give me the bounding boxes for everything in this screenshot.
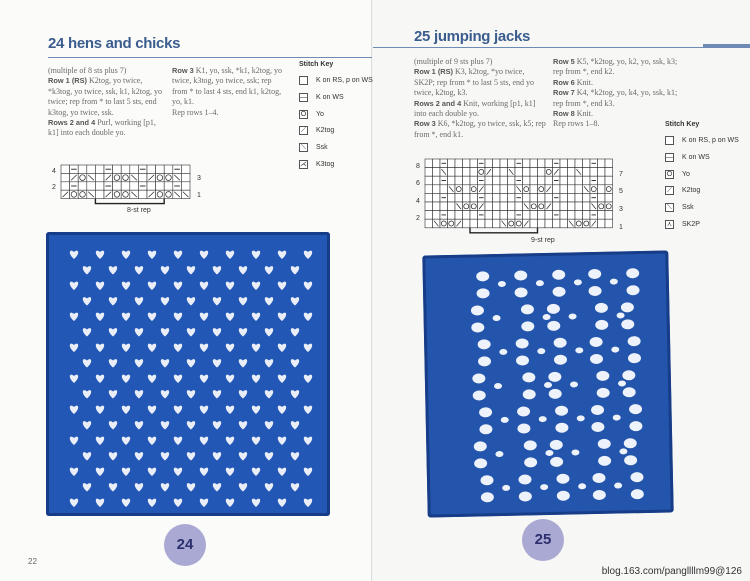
chart-cell bbox=[523, 176, 531, 185]
chart-cell bbox=[485, 211, 493, 220]
stitch-symbol-icon bbox=[665, 136, 674, 145]
chart-cell bbox=[181, 165, 190, 173]
instruction-text: (multiple of 9 sts plus 7) bbox=[414, 57, 493, 66]
stitch-key-label: Yo bbox=[316, 110, 324, 118]
chart-cell bbox=[598, 219, 606, 228]
title-rule bbox=[48, 57, 372, 58]
row-number: 4 bbox=[52, 168, 56, 175]
row-number: 1 bbox=[197, 192, 201, 199]
chart-cell bbox=[583, 193, 591, 202]
chart-cell bbox=[508, 202, 516, 211]
row-label: Row 3 bbox=[414, 119, 436, 129]
title-rule-accent bbox=[703, 44, 750, 47]
chart-cell bbox=[470, 176, 478, 185]
row-label: Rows 2 and 4 bbox=[414, 98, 462, 108]
chart-cell bbox=[598, 159, 606, 168]
instructions-col2 bbox=[553, 57, 681, 130]
chart-cell bbox=[425, 193, 433, 202]
chart-cell bbox=[448, 193, 456, 202]
title-rule bbox=[373, 47, 750, 48]
chart-cell bbox=[130, 182, 139, 190]
row-number: 1 bbox=[619, 224, 623, 231]
chart-cell bbox=[545, 159, 553, 168]
chart-cell bbox=[508, 211, 516, 220]
chart-cell bbox=[113, 165, 122, 173]
instruction-text: K1, yo, ssk, *k1, k2tog, yo twice, k3tog, yo twice, ssk; rep from * to last 4 sts, end k1, k2tog, yo, k1. bbox=[172, 66, 282, 107]
instruction-text: Knit. bbox=[574, 77, 593, 87]
chart-cell bbox=[575, 211, 583, 220]
instruction-paragraph bbox=[48, 76, 166, 118]
chart-cell bbox=[78, 182, 87, 190]
chart-cell bbox=[560, 202, 568, 211]
chart-cell bbox=[147, 165, 156, 173]
row-label: Row 1 (RS) bbox=[48, 76, 88, 86]
stitch-key-item bbox=[665, 135, 739, 146]
instruction-text: Rep rows 1–4. bbox=[172, 107, 219, 117]
chart-cell bbox=[433, 202, 441, 211]
chart-cell bbox=[553, 185, 561, 194]
chart-cell bbox=[568, 159, 576, 168]
row-label: Row 3 bbox=[172, 66, 194, 75]
chart-cell bbox=[568, 202, 576, 211]
chart-cell bbox=[560, 211, 568, 220]
instruction-paragraph bbox=[172, 108, 288, 118]
instruction-text: Knit. bbox=[574, 109, 593, 119]
stitch-key-item bbox=[665, 185, 739, 196]
chart-cell bbox=[95, 173, 104, 181]
chart-cell bbox=[598, 185, 606, 194]
watermark: blog.163.com/pangllllm99@126 bbox=[601, 566, 742, 577]
row-label: Row 7 bbox=[553, 88, 575, 98]
instruction-text: (multiple of 8 sts plus 7) bbox=[48, 66, 127, 75]
page-circle-badge: 25 bbox=[522, 519, 564, 561]
left-page bbox=[0, 0, 372, 581]
instructions-col1 bbox=[414, 57, 546, 140]
chart-cell bbox=[493, 211, 501, 220]
chart-cell bbox=[508, 159, 516, 168]
chart-cell bbox=[553, 219, 561, 228]
row-number: 5 bbox=[619, 188, 623, 195]
chart-cell bbox=[433, 168, 441, 177]
stitch-key-item bbox=[665, 202, 739, 213]
instruction-paragraph bbox=[48, 66, 166, 76]
chart-cell bbox=[61, 165, 70, 173]
instruction-text: Knit, working [p1, k1] into each double yo. bbox=[414, 98, 536, 119]
chart-cell bbox=[500, 159, 508, 168]
chart-cell bbox=[463, 193, 471, 202]
chart-cell bbox=[78, 165, 87, 173]
chart-cell bbox=[470, 211, 478, 220]
stitch-symbol-icon: ⟋ bbox=[665, 186, 674, 195]
instruction-text: K5, *k2tog, yo, k2, yo, ssk, k3; rep from *, end k2. bbox=[553, 57, 678, 77]
chart-cell bbox=[164, 165, 173, 173]
chart-cell bbox=[575, 185, 583, 194]
chart-cell bbox=[530, 185, 538, 194]
chart-cell bbox=[523, 159, 531, 168]
chart-cell bbox=[470, 159, 478, 168]
stitch-key bbox=[299, 61, 373, 176]
chart-cell bbox=[598, 176, 606, 185]
stitch-key-item bbox=[665, 219, 739, 230]
chart-cell bbox=[538, 176, 546, 185]
row-label: Row 1 (RS) bbox=[414, 67, 454, 77]
chart-cell bbox=[575, 159, 583, 168]
chart-cell bbox=[575, 202, 583, 211]
stitch-symbol-icon: — bbox=[300, 93, 307, 101]
chart-cell bbox=[575, 176, 583, 185]
chart-cell bbox=[463, 219, 471, 228]
chart-cell bbox=[545, 211, 553, 220]
instruction-paragraph bbox=[172, 66, 288, 108]
knit-swatch-image bbox=[422, 250, 673, 517]
stitch-symbol-icon bbox=[299, 76, 308, 85]
chart-cell bbox=[553, 202, 561, 211]
chart-cell bbox=[500, 202, 508, 211]
chart-grid bbox=[425, 159, 613, 228]
stitch-key-label: Ssk bbox=[682, 204, 694, 212]
stitch-key-heading: Stitch Key bbox=[665, 121, 700, 128]
chart-cell bbox=[485, 219, 493, 228]
chart-cell bbox=[463, 176, 471, 185]
chart-grid bbox=[61, 165, 190, 199]
row-number: 7 bbox=[619, 171, 623, 178]
row-number: 2 bbox=[416, 215, 420, 222]
chart-cell bbox=[95, 182, 104, 190]
stitch-symbol-icon: ⟍ bbox=[665, 203, 674, 212]
stitch-key-item bbox=[299, 109, 373, 120]
instruction-text: Rep rows 1–8. bbox=[553, 119, 600, 129]
chart-cell bbox=[605, 219, 613, 228]
instruction-paragraph bbox=[553, 119, 681, 129]
chart-cell bbox=[433, 211, 441, 220]
row-label: Row 6 bbox=[553, 77, 575, 87]
stitch-key-label: K3tog bbox=[316, 160, 335, 168]
chart-cell bbox=[568, 193, 576, 202]
instruction-paragraph bbox=[414, 99, 546, 120]
chart-cell bbox=[470, 168, 478, 177]
chart-cell bbox=[568, 176, 576, 185]
stitch-key-label: SK2P bbox=[682, 220, 700, 228]
row-label: Rows 2 and 4 bbox=[48, 118, 96, 128]
chart-cell bbox=[425, 159, 433, 168]
row-number: 4 bbox=[416, 198, 420, 205]
repeat-label: 8-st rep bbox=[127, 207, 151, 214]
instruction-paragraph bbox=[553, 109, 681, 119]
chart-cell bbox=[568, 211, 576, 220]
chart-cell bbox=[463, 211, 471, 220]
swatch-fabric bbox=[46, 232, 330, 516]
chart-cell bbox=[147, 182, 156, 190]
page-number: 22 bbox=[28, 557, 37, 566]
pattern-title-24: 24 hens and chicks bbox=[48, 35, 181, 52]
chart-cell bbox=[485, 202, 493, 211]
chart-cell bbox=[425, 211, 433, 220]
chart-cell bbox=[500, 168, 508, 177]
chart-cell bbox=[605, 176, 613, 185]
chart-cell bbox=[433, 185, 441, 194]
stitch-symbol-icon: — bbox=[666, 153, 673, 161]
chart-cell bbox=[583, 168, 591, 177]
chart-cell bbox=[538, 159, 546, 168]
chart-cell bbox=[455, 176, 463, 185]
chart-cell bbox=[598, 168, 606, 177]
row-number: 2 bbox=[52, 184, 56, 191]
chart-cell bbox=[61, 182, 70, 190]
repeat-label: 9-st rep bbox=[531, 237, 555, 244]
chart-cell bbox=[485, 176, 493, 185]
chart-cell bbox=[515, 168, 523, 177]
instruction-paragraph bbox=[48, 118, 166, 139]
chart-cell bbox=[605, 168, 613, 177]
chart-cell bbox=[560, 219, 568, 228]
instruction-text: Purl, working [p1, k1] into each double yo. bbox=[48, 118, 156, 138]
chart-cell bbox=[493, 176, 501, 185]
chart-cell bbox=[590, 168, 598, 177]
chart-cell bbox=[500, 211, 508, 220]
chart-cell bbox=[448, 159, 456, 168]
chart-cell bbox=[181, 182, 190, 190]
chart-cell bbox=[478, 219, 486, 228]
chart-cell bbox=[130, 165, 139, 173]
stitch-key-item bbox=[665, 169, 739, 180]
chart-cell bbox=[500, 176, 508, 185]
chart-cell bbox=[121, 165, 130, 173]
chart-cell bbox=[455, 168, 463, 177]
stitch-chart bbox=[424, 158, 614, 252]
instruction-paragraph bbox=[414, 57, 546, 67]
stitch-key-label: K on RS, p on WS bbox=[682, 137, 739, 144]
stitch-key-heading: Stitch Key bbox=[299, 61, 334, 68]
chart-cell bbox=[560, 159, 568, 168]
chart-cell bbox=[463, 168, 471, 177]
chart-cell bbox=[508, 193, 516, 202]
stitch-chart bbox=[60, 164, 192, 220]
chart-cell bbox=[433, 176, 441, 185]
chart-cell bbox=[523, 193, 531, 202]
chart-cell bbox=[425, 202, 433, 211]
chart-cell bbox=[583, 202, 591, 211]
chart-cell bbox=[433, 159, 441, 168]
chart-cell bbox=[425, 185, 433, 194]
instructions-col1 bbox=[48, 66, 166, 139]
stitch-key-item bbox=[299, 92, 373, 103]
chart-cell bbox=[113, 182, 122, 190]
instruction-text: K2tog, yo twice, *k3tog, yo twice, ssk, k1, k2tog, yo twice; rep from * to last 5 sts, end k3tog, yo twice, ssk. bbox=[48, 76, 162, 117]
chart-cell bbox=[164, 182, 173, 190]
chart-cell bbox=[138, 190, 147, 198]
chart-cell bbox=[463, 159, 471, 168]
chart-cell bbox=[448, 168, 456, 177]
stitch-symbol-icon: O bbox=[300, 110, 307, 118]
chart-cell bbox=[440, 185, 448, 194]
chart-cell bbox=[61, 173, 70, 181]
chart-cell bbox=[493, 168, 501, 177]
chart-cell bbox=[538, 193, 546, 202]
chart-cell bbox=[493, 193, 501, 202]
instruction-text: K6, *k2tog, yo twice, ssk, k5; rep from *, end k1. bbox=[414, 119, 546, 139]
chart-cell bbox=[530, 176, 538, 185]
chart-cell bbox=[138, 173, 147, 181]
chart-cell bbox=[530, 193, 538, 202]
right-page bbox=[373, 0, 750, 581]
chart-cell bbox=[470, 219, 478, 228]
stitch-symbol-icon: ⟋ bbox=[299, 126, 308, 135]
chart-cell bbox=[545, 176, 553, 185]
chart-cell bbox=[508, 176, 516, 185]
stitch-key-item bbox=[665, 152, 739, 163]
stitch-key-item bbox=[299, 125, 373, 136]
stitch-key bbox=[665, 121, 739, 236]
chart-cell bbox=[448, 176, 456, 185]
chart-cell bbox=[181, 173, 190, 181]
chart-cell bbox=[156, 182, 165, 190]
repeat-bracket bbox=[95, 199, 164, 204]
chart-cell bbox=[538, 168, 546, 177]
stitch-key-label: K2tog bbox=[682, 187, 701, 195]
instruction-paragraph bbox=[553, 88, 681, 109]
chart-cell bbox=[121, 182, 130, 190]
instruction-text: K4, *k2tog, yo, k4, yo, ssk, k1; rep from *, end k3. bbox=[553, 88, 678, 108]
chart-cell bbox=[583, 159, 591, 168]
chart-cell bbox=[448, 202, 456, 211]
chart-cell bbox=[433, 193, 441, 202]
chart-cell bbox=[455, 193, 463, 202]
chart-cell bbox=[560, 193, 568, 202]
chart-cell bbox=[560, 176, 568, 185]
stitch-symbol-icon: ⋌ bbox=[300, 160, 307, 168]
chart-cell bbox=[605, 193, 613, 202]
chart-cell bbox=[583, 176, 591, 185]
row-number: 3 bbox=[197, 175, 201, 182]
chart-cell bbox=[538, 219, 546, 228]
chart-cell bbox=[500, 193, 508, 202]
chart-cell bbox=[568, 185, 576, 194]
chart-cell bbox=[530, 168, 538, 177]
stitch-symbol-icon: O bbox=[666, 170, 673, 178]
chart-cell bbox=[156, 165, 165, 173]
row-label: Row 5 bbox=[553, 57, 575, 66]
chart-cell bbox=[545, 193, 553, 202]
chart-cell bbox=[485, 185, 493, 194]
stitch-symbol-icon: ⟍ bbox=[299, 143, 308, 152]
knit-swatch-image bbox=[46, 232, 330, 516]
chart-cell bbox=[583, 211, 591, 220]
stitch-key-label: Yo bbox=[682, 170, 690, 178]
chart-cell bbox=[523, 168, 531, 177]
chart-cell bbox=[87, 182, 96, 190]
chart-cell bbox=[500, 185, 508, 194]
chart-cell bbox=[560, 168, 568, 177]
chart-cell bbox=[605, 211, 613, 220]
stitch-key-label: K on RS, p on WS bbox=[316, 77, 373, 84]
chart-cell bbox=[515, 202, 523, 211]
instruction-paragraph bbox=[414, 119, 546, 140]
chart-cell bbox=[87, 165, 96, 173]
chart-cell bbox=[568, 168, 576, 177]
repeat-bracket bbox=[470, 228, 538, 233]
chart-cell bbox=[530, 211, 538, 220]
row-label: Row 8 bbox=[553, 109, 575, 119]
chart-cell bbox=[598, 193, 606, 202]
stitch-key-item bbox=[299, 159, 373, 170]
chart-cell bbox=[560, 185, 568, 194]
instruction-paragraph bbox=[553, 57, 681, 78]
chart-cell bbox=[575, 193, 583, 202]
chart-cell bbox=[470, 193, 478, 202]
stitch-key-label: K on WS bbox=[682, 153, 710, 161]
chart-cell bbox=[493, 159, 501, 168]
chart-cell bbox=[463, 185, 471, 194]
page-circle-badge: 24 bbox=[164, 524, 206, 566]
stitch-symbol-icon: ⋏ bbox=[666, 220, 673, 228]
chart-cell bbox=[455, 211, 463, 220]
instruction-paragraph bbox=[414, 67, 546, 98]
pattern-title-25: 25 jumping jacks bbox=[414, 28, 531, 45]
chart-cell bbox=[95, 190, 104, 198]
chart-cell bbox=[523, 211, 531, 220]
stitch-key-item bbox=[299, 142, 373, 153]
row-number: 8 bbox=[416, 163, 420, 170]
chart-cell bbox=[425, 168, 433, 177]
chart-cell bbox=[440, 202, 448, 211]
chart-cell bbox=[493, 202, 501, 211]
row-number: 6 bbox=[416, 180, 420, 187]
row-number: 3 bbox=[619, 206, 623, 213]
stitch-key-item bbox=[299, 75, 373, 86]
stitch-key-label: K2tog bbox=[316, 127, 335, 135]
chart-cell bbox=[485, 193, 493, 202]
stitch-key-label: K on WS bbox=[316, 93, 344, 101]
instructions-col2 bbox=[172, 66, 288, 118]
chart-cell bbox=[530, 159, 538, 168]
chart-cell bbox=[425, 176, 433, 185]
chart-cell bbox=[598, 211, 606, 220]
chart-cell bbox=[493, 219, 501, 228]
chart-cell bbox=[95, 165, 104, 173]
chart-cell bbox=[493, 185, 501, 194]
instruction-text: K3, k2tog, *yo twice, SK2P; rep from * to last 5 sts, end yo twice, k2tog, k3. bbox=[414, 67, 534, 98]
chart-cell bbox=[448, 211, 456, 220]
chart-cell bbox=[538, 211, 546, 220]
chart-cell bbox=[508, 185, 516, 194]
chart-cell bbox=[545, 219, 553, 228]
instruction-paragraph bbox=[553, 78, 681, 88]
chart-cell bbox=[605, 159, 613, 168]
stitch-key-label: Ssk bbox=[316, 144, 328, 152]
chart-cell bbox=[530, 219, 538, 228]
chart-cell bbox=[485, 159, 493, 168]
chart-cell bbox=[455, 159, 463, 168]
chart-cell bbox=[425, 219, 433, 228]
